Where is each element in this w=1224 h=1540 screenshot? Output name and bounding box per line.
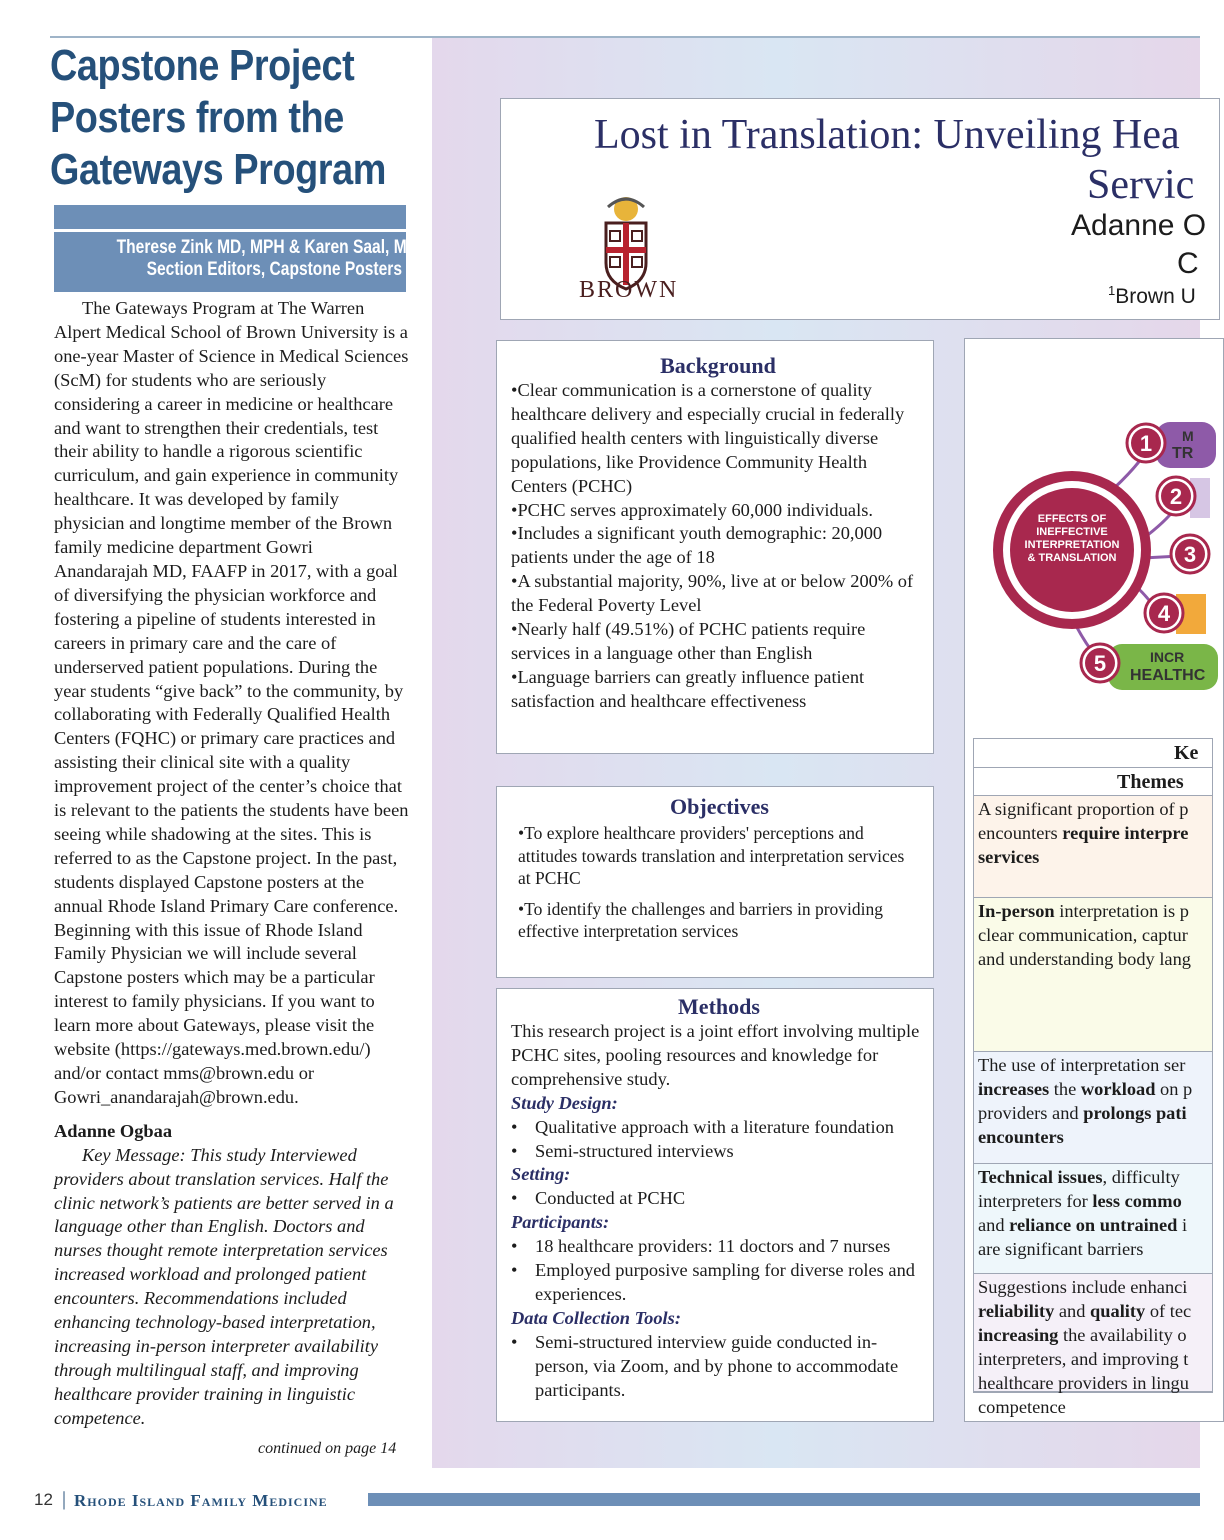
center-text: INTERPRETATION <box>1024 539 1120 551</box>
table-header: Ke <box>974 739 1212 768</box>
svg-text:INCR: INCR <box>1150 649 1185 665</box>
author-name: Adanne Ogbaa <box>54 1120 173 1141</box>
footer-bar <box>368 1493 1200 1506</box>
table-row <box>974 1274 1212 1417</box>
background-text: •Clear communication is a cornerstone of quality healthcare delivery and especially crucial in federally qualified health centers with linguistically diverse populations, like Providence Community Health Centers (PCHC) •PCHC serves approximately 60,000 individuals. •Includes a significant youth demographic: 20,000 patients under the age of 18 •A substantial majority, 90%, live at or below 200% of the Federal Poverty Level •Nearly half (49.51%) of PCHC patients require services in a language other than English •Language barriers can greatly influence patient satisfaction and healthcare effectiveness <box>511 380 914 711</box>
table-cell-line: Suggestions include enhanci <box>978 1277 1188 1297</box>
poster-affiliation: $^1$Brown U <box>1108 283 1196 308</box>
table-cell-line: interpreters for less commo <box>978 1191 1182 1211</box>
table-cell-line: increases the workload on p <box>978 1079 1193 1099</box>
svg-text:M: M <box>1182 428 1194 444</box>
methods-heading: Methods <box>678 994 760 1019</box>
section-editors: Therese Zink MD, MPH & Karen Saal, MD Section Editors, Capstone Posters <box>54 232 406 292</box>
continued-note: continued on page 14 <box>258 1440 397 1457</box>
center-text: & TRANSLATION <box>1027 552 1117 564</box>
methods-section <box>496 988 934 1422</box>
table-cell-line: In-person interpretation is p <box>978 901 1189 921</box>
table-cell-line: Technical issues, difficulty <box>978 1167 1180 1187</box>
svg-text:5: 5 <box>1093 651 1107 676</box>
key-findings-table <box>973 738 1213 1417</box>
objectives-heading: Objectives <box>670 794 769 819</box>
table-cell-line: are significant barriers <box>978 1239 1144 1259</box>
participants-label: Participants: <box>511 1212 610 1233</box>
article-body <box>54 297 410 1431</box>
study-design-label: Study Design: <box>511 1092 618 1113</box>
table-cell-line: The use of interpretation ser <box>978 1055 1186 1075</box>
table-cell-line: and understanding body lang <box>978 949 1191 969</box>
svg-text:HEALTHC: HEALTHC <box>1130 667 1206 684</box>
intro-paragraph: The Gateways Program at The Warren Alpert Medical School of Brown University is a one-year Master of Science in Medical Sciences (ScM) for students who are seriously considering a career in medicine or healthcare and want to strengthen their credentials, test their ability to handle a rigorous scientific curriculum, and gain experience in community healthcare. It was developed by family physician and longtime member of the Brown family medicine department Gowri Anandarajah MD, FAAFP in 2017, with a goal of diversifying the physician workforce and fostering a pipeline of students interested in careers in primary care and the care of underserved patient populations. During the year students “give back” to the community, by collaborating with Federally Qualified Health Centers (FQHC) or primary care practices and assisting their clinical site with a quality improvement project of the center’s choice that is relevant to the patients the students have been seeing while shadowing at the sites. This is referred to as the Capstone project. In the past, students displayed Capstone posters at the annual Rhode Island Primary Care conference. Beginning with this issue of Rhode Island Family Physician we will include several Capstone posters which may be a particular interest to family physicians. If you want to learn more about Gateways, please visit the website (https://gateways.med.brown.edu/) and/or contact mms@brown.edu or Gowri_anandarajah@brown.edu. <box>54 298 409 1107</box>
table-cell-line: increasing the availability o <box>978 1325 1187 1345</box>
effects-diagram <box>432 38 1206 738</box>
svg-text:1: 1 <box>1139 431 1153 456</box>
table-cell-line: reliability and quality of tec <box>978 1301 1192 1321</box>
objective-item: •To explore healthcare providers' perceptions and attitudes towards translation and interpretation services at PCHC <box>518 823 905 888</box>
editor-bar <box>54 205 406 229</box>
themes-header: Themes <box>974 768 1212 796</box>
list-item: • 18 healthcare providers: 11 doctors and 7 nurses <box>511 1235 927 1259</box>
table-cell-line: interpreters, and improving t <box>978 1349 1189 1369</box>
list-item: • Conducted at PCHC <box>511 1187 927 1211</box>
objectives-section <box>496 786 934 978</box>
list-item: • Semi-structured interview guide conducted in-person, via Zoom, and by phone to accommodate participants. <box>511 1331 927 1403</box>
background-heading: Background <box>660 353 776 378</box>
table-row <box>974 796 1212 898</box>
svg-text:4: 4 <box>1157 601 1171 626</box>
table-cell-line: and reliance on untrained i <box>978 1215 1188 1235</box>
table-row <box>974 1164 1212 1274</box>
objective-item: •To identify the challenges and barriers in providing effective interpretation services <box>518 898 884 941</box>
center-text: INEFFECTIVE <box>1036 526 1108 538</box>
svg-text:3: 3 <box>1183 542 1197 567</box>
poster-title: Lost in Translation: Unveiling Hea <box>594 112 1180 158</box>
page-title: Capstone Project Posters from the Gateways Program <box>50 41 386 194</box>
poster-author: Adanne O <box>1071 209 1207 242</box>
capstone-poster <box>432 38 1207 1468</box>
table-cell-line: providers and prolongs pati <box>978 1103 1187 1123</box>
journal-name: Rhode Island Family Medicine <box>74 1491 328 1510</box>
tools-label: Data Collection Tools: <box>511 1307 681 1328</box>
setting-label: Setting: <box>511 1164 571 1185</box>
table-cell-line: encounters <box>978 1127 1064 1147</box>
table-row <box>974 1052 1212 1164</box>
table-cell-line: encounters require interpre <box>978 823 1189 843</box>
table-cell-line: competence <box>978 1397 1066 1417</box>
table-body <box>974 796 1212 1417</box>
table-cell-line: healthcare providers in lingu <box>978 1373 1189 1393</box>
page-footer <box>34 1490 1200 1512</box>
table-cell-line: clear communication, captur <box>978 925 1188 945</box>
poster-author-line2: C <box>1177 247 1199 280</box>
table-row <box>974 898 1212 1052</box>
divider: | <box>62 1488 67 1510</box>
poster-title-line2: Servic <box>1087 162 1195 208</box>
left-column <box>50 40 418 1457</box>
svg-text:2: 2 <box>1169 484 1183 509</box>
svg-text:TR: TR <box>1172 445 1194 462</box>
center-text: EFFECTS OF <box>1037 513 1107 525</box>
table-cell-line: services <box>978 847 1040 867</box>
key-message: Key Message: This study Interviewed providers about translation services. Half the clinic network’s patients are better served in a language other than English. Doctors and nurses thought remote interpretation services increased workload and prolonged patient encounters. Recommendations included enhancing technology-based interpretation, increasing in-person interpreter availability through multilingual staff, and improving healthcare provider training in linguistic competence. <box>54 1144 394 1428</box>
list-item: • Qualitative approach with a literature foundation <box>511 1116 927 1140</box>
list-item: • Semi-structured interviews <box>511 1140 927 1164</box>
list-item: • Employed purposive sampling for diverse roles and experiences. <box>511 1259 927 1307</box>
brown-logo-text: BROWN <box>579 277 679 303</box>
table-cell-line: A significant proportion of p <box>978 799 1189 819</box>
methods-intro: This research project is a joint effort involving multiple PCHC sites, pooling resources and knowledge for comprehensive study. <box>511 1021 920 1089</box>
page-number: 12 <box>34 1490 53 1509</box>
